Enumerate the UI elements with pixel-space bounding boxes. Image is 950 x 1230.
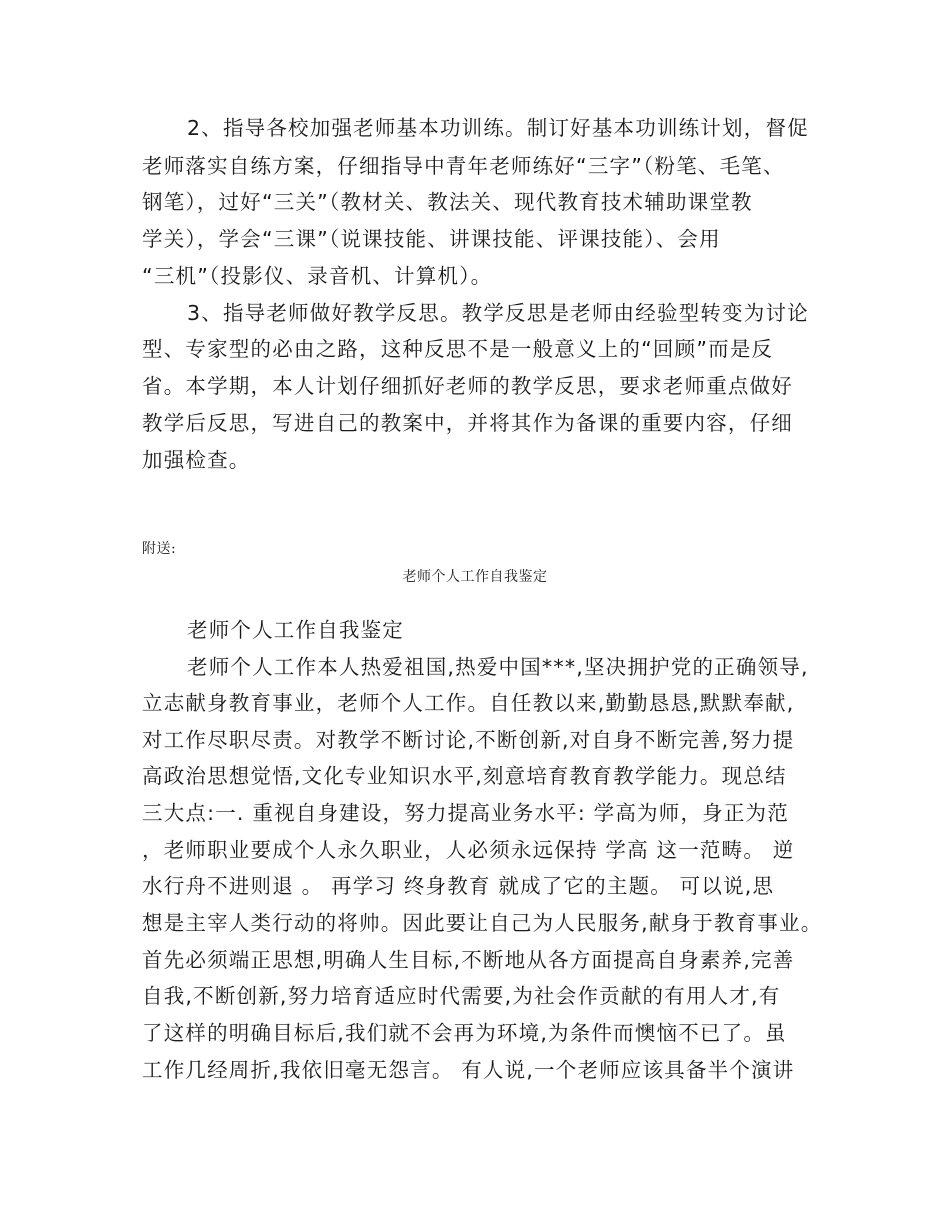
text-line: 学关），学会“三课”（说课技能、讲课技能、评课技能）、会用 <box>142 227 721 251</box>
appendix-title: 老师个人工作自我鉴定 <box>402 569 548 585</box>
text-line: 老师个人工作本人热爱祖国,热爱中国***,坚决拥护党的正确领导, <box>187 655 809 679</box>
text-line: 教学后反思，写进自己的教案中，并将其作为备课的重要内容，仔细 <box>142 411 793 435</box>
text-line: 老师落实自练方案，仔细指导中青年老师练好“三字”（粉笔、毛笔、 <box>142 154 785 178</box>
text-line: 首先必须端正思想,明确人生目标,不断地从各方面提高自身素养,完善 <box>142 948 795 972</box>
text-line: 型、专家型的必由之路，这种反思不是一般意义上的“回顾”而是反 <box>142 337 774 361</box>
text-line: ，老师职业要成个人永久职业，人必须永远保持 学高 这一范畴。 逆 <box>142 838 795 862</box>
text-line: 2、指导各校加强老师基本功训练。制订好基本功训练计划，督促 <box>187 116 809 140</box>
text-line: 水行舟不进则退 。 再学习 终身教育 就成了它的主题。 可以说,思 <box>142 874 775 898</box>
text-line: 自我,不断创新,努力培育适应时代需要,为社会作贡献的有用人才,有 <box>142 984 781 1008</box>
text-line: 三大点:一. 重视自身建设，努力提高业务水平: 学高为师，身正为范 <box>142 801 789 825</box>
text-line: 了这样的明确目标后,我们就不会再为环境,为条件而懊恼不已了。虽 <box>142 1021 787 1045</box>
text-line: 加强检查。 <box>142 448 251 472</box>
text-line: 3、指导老师做好教学反思。教学反思是老师由经验型转变为讨论 <box>187 301 809 325</box>
text-line: 省。本学期，本人计划仔细抓好老师的教学反思，要求老师重点做好 <box>142 374 793 398</box>
text-line: 立志献身教育事业，老师个人工作。自任教以来,勤勤恳恳,默默奉献, <box>142 691 795 715</box>
text-line: 钢笔），过好“三关”（教材关、教法关、现代教育技术辅助课堂教 <box>142 190 753 214</box>
appendix-label: 附送: <box>142 541 177 557</box>
text-line: 工作几经周折,我依旧毫无怨言。 有人说,一个老师应该具备半个演讲 <box>142 1058 795 1082</box>
text-line: “三机”（投影仪、录音机、计算机）。 <box>142 264 493 288</box>
text-line: 对工作尽职尽责。对教学不断讨论,不断创新,对自身不断完善,努力提 <box>142 728 795 752</box>
text-line: 想是主宰人类行动的将帅。因此要让自己为人民服务,献身于教育事业。 <box>142 911 823 935</box>
text-line: 高政治思想觉悟,文化专业知识水平,刻意培育教育教学能力。现总结 <box>142 764 787 788</box>
section-heading: 老师个人工作自我鉴定 <box>187 618 404 642</box>
